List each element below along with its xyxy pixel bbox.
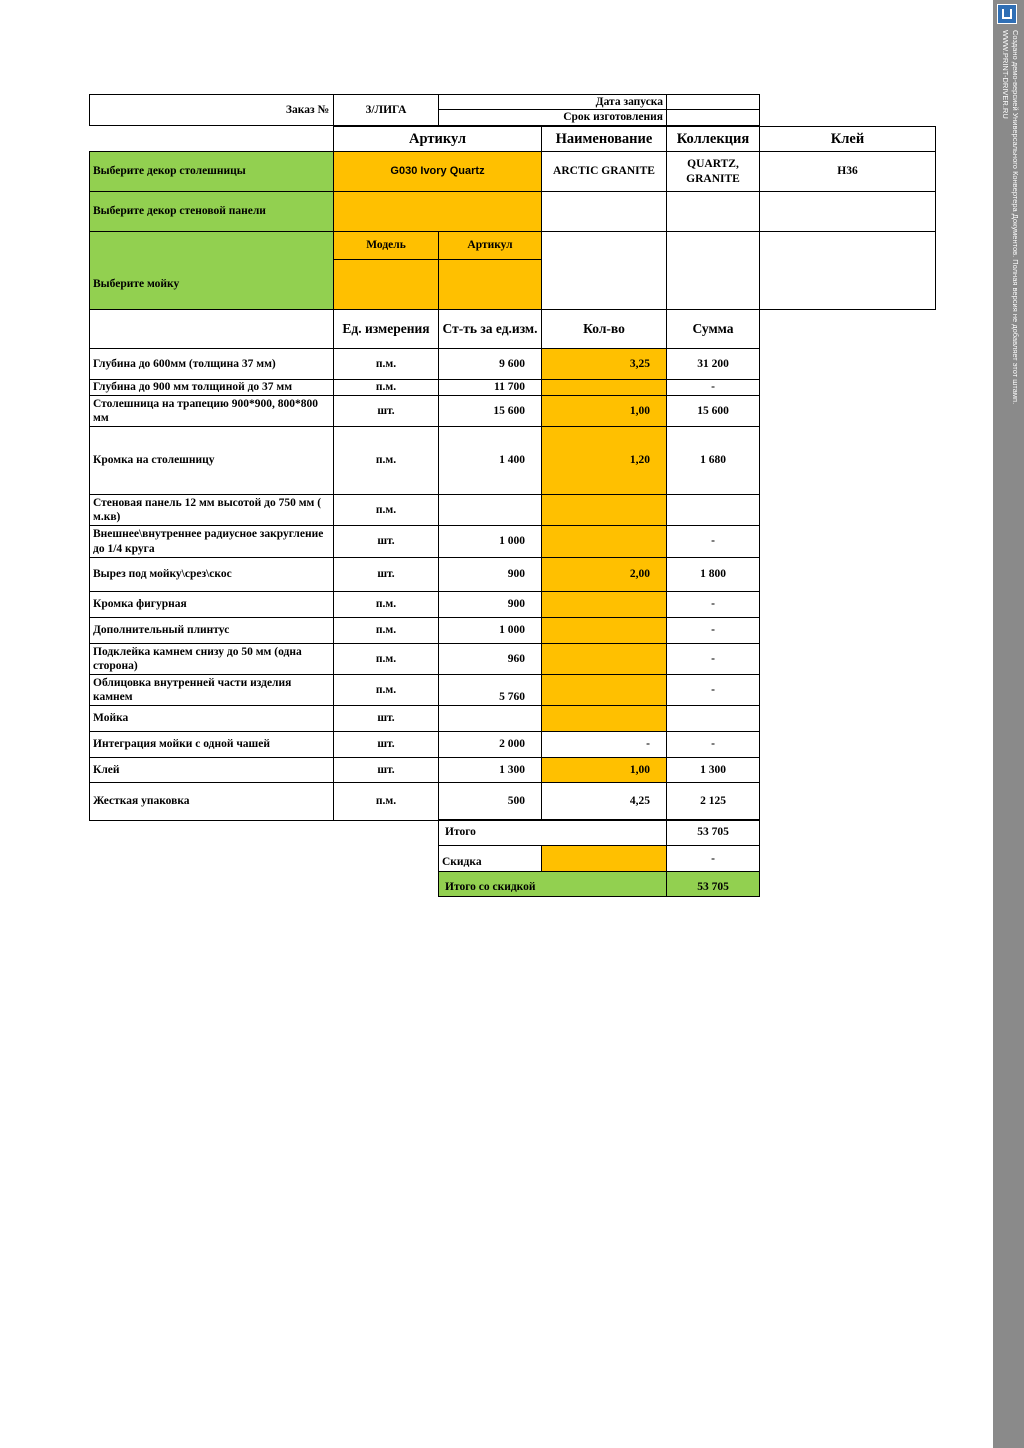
final-total-label-cell: [438, 871, 667, 897]
item-name-cell: [89, 494, 334, 526]
item-sum-cell: [666, 643, 760, 675]
countertop-article-select[interactable]: [333, 151, 542, 192]
unit-header: Ед. измерения: [333, 309, 439, 349]
item-unit: шт.: [377, 535, 395, 548]
item-unit: п.м.: [375, 454, 397, 467]
item-price: 1 000: [499, 624, 525, 637]
item-name: Глубина до 600мм (толщина 37 мм): [93, 357, 276, 370]
watermark-text: [1000, 30, 1020, 404]
item-qty-cell[interactable]: [541, 731, 667, 758]
item-unit: п.м.: [375, 683, 397, 696]
item-unit-cell: [333, 731, 439, 758]
sink-collection-cell: [666, 231, 760, 310]
item-qty-cell[interactable]: [541, 395, 667, 427]
item-qty-cell[interactable]: [541, 617, 667, 644]
item-qty-cell[interactable]: [541, 782, 667, 821]
item-qty-cell[interactable]: [541, 426, 667, 495]
item-sum-cell: [666, 731, 760, 758]
discount-input[interactable]: [541, 845, 667, 872]
item-name-cell: [89, 617, 334, 644]
discount-value-cell: [666, 845, 760, 872]
sink-name-cell: [541, 231, 667, 310]
item-sum: -: [711, 381, 715, 394]
item-qty-cell[interactable]: [541, 557, 667, 592]
launch-date-label: Дата запуска: [595, 95, 663, 108]
item-qty-cell[interactable]: [541, 705, 667, 732]
item-sum-cell: [666, 348, 760, 380]
production-term-label-cell: [438, 109, 667, 126]
item-unit: п.м.: [375, 357, 397, 370]
item-qty: 1,00: [629, 404, 650, 417]
item-price-cell: [438, 705, 542, 732]
glue-header: Клей: [759, 126, 936, 152]
item-unit-cell: [333, 494, 439, 526]
article-header: Артикул: [333, 126, 542, 152]
countertop-label: Выберите декор столешницы: [93, 165, 246, 178]
total-label-cell: [438, 819, 667, 846]
item-unit-cell: [333, 426, 439, 495]
item-unit-cell: [333, 617, 439, 644]
item-unit: п.м.: [375, 503, 397, 516]
watermark-line-1: Создано демо-версией Универсального Конвертера Документов. Полная версия не добавляет этот штамп.: [1011, 30, 1020, 405]
item-sum: 31 200: [697, 357, 729, 370]
item-sum-cell: [666, 525, 760, 558]
sink-model-header: Модель: [333, 231, 439, 260]
item-name: Глубина до 900 мм толщиной до 37 мм: [93, 381, 293, 394]
item-qty: 3,25: [629, 357, 650, 370]
discount-label-cell: [438, 845, 542, 872]
item-unit: шт.: [377, 712, 395, 725]
item-qty: 4,25: [629, 795, 650, 808]
item-name-cell: [89, 731, 334, 758]
item-price-cell: [438, 757, 542, 783]
countertop-article-value: G030 Ivory Quartz: [390, 164, 485, 177]
item-price: 1 000: [499, 535, 525, 548]
item-sum: 2 125: [700, 795, 726, 808]
item-name: Внешнее\внутреннее радиусное закругление до 1/4 круга: [93, 528, 324, 555]
item-price: 5 760: [499, 690, 525, 703]
watermark-line-2: WWW.PRINT-DRIVER.RU: [1001, 30, 1010, 119]
item-name-cell: [89, 348, 334, 380]
item-unit: шт.: [377, 568, 395, 581]
item-unit-cell: [333, 379, 439, 396]
launch-date-value-cell[interactable]: [666, 94, 760, 110]
item-sum: -: [711, 738, 715, 751]
final-total-label: Итого со скидкой: [445, 880, 536, 893]
item-qty: 1,20: [629, 454, 650, 467]
sink-label-cell: [89, 231, 334, 310]
order-label-cell: [89, 94, 334, 126]
item-name-cell: [89, 426, 334, 495]
wall-panel-article-select[interactable]: [333, 191, 542, 232]
item-name: Стеновая панель 12 мм высотой до 750 мм ( м.кв): [93, 496, 322, 523]
item-sum-cell: [666, 395, 760, 427]
total-label: Итого: [445, 826, 476, 839]
item-unit: шт.: [377, 738, 395, 751]
item-sum: -: [711, 624, 715, 637]
item-sum: 1 800: [700, 568, 726, 581]
countertop-name-cell: ARCTIC GRANITE: [541, 151, 667, 192]
item-name: Дополнительный плинтус: [93, 624, 230, 637]
wall-panel-glue-cell: [759, 191, 936, 232]
item-price-cell: [438, 395, 542, 427]
production-term-value-cell[interactable]: [666, 109, 760, 126]
item-qty-cell[interactable]: [541, 494, 667, 526]
item-price: 1 300: [499, 763, 525, 776]
item-qty-cell[interactable]: [541, 757, 667, 783]
item-sum: -: [711, 652, 715, 665]
discount-value: -: [711, 853, 715, 865]
item-price-cell: [438, 348, 542, 380]
collection-header: Коллекция: [666, 126, 760, 152]
item-sum-cell: [666, 757, 760, 783]
item-sum-cell: [666, 426, 760, 495]
item-sum: 15 600: [697, 404, 729, 417]
countertop-label-cell: [89, 151, 334, 192]
item-name: Облицовка внутренней части изделия камнем: [93, 676, 292, 703]
item-price: 2 000: [499, 738, 525, 751]
item-unit-cell: [333, 757, 439, 783]
item-unit-cell: [333, 782, 439, 821]
sink-article-select[interactable]: [438, 259, 542, 310]
item-unit-cell: [333, 525, 439, 558]
final-total-value: 53 705: [697, 880, 729, 893]
converter-logo-icon: [997, 4, 1017, 24]
final-total-value-cell: [666, 871, 760, 897]
item-unit-cell: [333, 348, 439, 380]
item-price-cell: [438, 426, 542, 495]
item-unit: п.м.: [375, 795, 397, 808]
sum-header: Сумма: [666, 309, 760, 349]
item-sum-cell: [666, 591, 760, 618]
item-unit: п.м.: [375, 598, 397, 611]
item-price-cell: [438, 557, 542, 592]
item-name-cell: [89, 525, 334, 558]
item-qty-cell[interactable]: [541, 591, 667, 618]
item-name-cell: [89, 782, 334, 821]
item-qty: -: [646, 738, 650, 751]
item-name-cell: [89, 591, 334, 618]
item-name-cell: [89, 705, 334, 732]
item-qty-cell[interactable]: [541, 525, 667, 558]
item-sum: 1 680: [700, 454, 726, 467]
wall-panel-label-cell: [89, 191, 334, 232]
sink-article-header: Артикул: [438, 231, 542, 260]
item-price-cell: [438, 525, 542, 558]
item-name: Столешница на трапецию 900*900, 800*800 мм: [93, 397, 318, 424]
item-name-cell: [89, 674, 334, 706]
item-sum: 1 300: [700, 763, 726, 776]
item-unit: шт.: [377, 763, 395, 776]
item-price-cell: [438, 731, 542, 758]
launch-date-label-cell: [438, 94, 667, 110]
qty-header: Кол-во: [541, 309, 667, 349]
item-price-cell: [438, 674, 542, 706]
sink-label: Выберите мойку: [93, 278, 180, 291]
wall-panel-name-cell: [541, 191, 667, 232]
watermark-sidebar: [993, 0, 1024, 1448]
item-price-cell: [438, 643, 542, 675]
item-name-cell: [89, 757, 334, 783]
item-unit: п.м.: [375, 652, 397, 665]
item-price: 500: [507, 795, 525, 808]
item-name: Вырез под мойку\срез\скос: [93, 568, 232, 581]
countertop-glue-cell: H36: [759, 151, 936, 192]
name-header: Наименование: [541, 126, 667, 152]
item-name-cell: [89, 395, 334, 427]
item-name-cell: [89, 379, 334, 396]
item-qty: 1,00: [629, 763, 650, 776]
item-sum-cell: [666, 782, 760, 821]
item-name: Мойка: [93, 712, 129, 725]
wall-panel-collection-cell: [666, 191, 760, 232]
item-qty: 2,00: [629, 568, 650, 581]
item-price-cell: [438, 591, 542, 618]
item-price: 9 600: [499, 357, 525, 370]
item-price: 1 400: [499, 454, 525, 467]
total-value-cell: [666, 819, 760, 846]
sink-glue-cell: [759, 231, 936, 310]
item-unit-cell: [333, 674, 439, 706]
price-header: Ст-ть за ед.изм.: [438, 309, 542, 349]
item-price: 900: [507, 568, 525, 581]
item-qty-cell[interactable]: [541, 379, 667, 396]
items-header-blank: [89, 309, 334, 349]
item-unit-cell: [333, 591, 439, 618]
item-price-cell: [438, 379, 542, 396]
item-price-cell: [438, 617, 542, 644]
item-unit-cell: [333, 705, 439, 732]
item-unit-cell: [333, 643, 439, 675]
item-name: Кромка фигурная: [93, 598, 187, 611]
item-sum: -: [711, 598, 715, 611]
item-sum: -: [711, 683, 715, 696]
item-qty-cell[interactable]: [541, 674, 667, 706]
item-sum-cell: [666, 494, 760, 526]
item-qty-cell[interactable]: [541, 643, 667, 675]
item-sum-cell: [666, 674, 760, 706]
item-price-cell: [438, 782, 542, 821]
discount-label: Скидка: [442, 855, 482, 868]
item-name: Кромка на столешницу: [93, 454, 215, 467]
item-sum: -: [711, 535, 715, 548]
item-qty-cell[interactable]: [541, 348, 667, 380]
item-price: 15 600: [493, 404, 525, 417]
item-sum-cell: [666, 617, 760, 644]
item-price-cell: [438, 494, 542, 526]
item-name: Клей: [93, 763, 120, 776]
countertop-collection-cell: QUARTZ, GRANITE: [666, 151, 760, 192]
item-name: Подклейка камнем снизу до 50 мм (одна сторона): [93, 645, 302, 672]
order-number-cell: [333, 94, 439, 126]
item-price: 960: [507, 652, 525, 665]
item-name: Жесткая упаковка: [93, 795, 190, 808]
item-unit: п.м.: [375, 381, 397, 394]
item-unit: шт.: [377, 404, 395, 417]
item-unit-cell: [333, 557, 439, 592]
wall-panel-label: Выберите декор стеновой панели: [93, 205, 266, 218]
total-value: 53 705: [697, 826, 729, 839]
sink-model-select[interactable]: [333, 259, 439, 310]
item-sum-cell: [666, 379, 760, 396]
item-name: Интеграция мойки с одной чашей: [93, 738, 270, 751]
item-name-cell: [89, 557, 334, 592]
item-sum-cell: [666, 557, 760, 592]
item-price: 11 700: [494, 381, 525, 394]
production-term-label: Срок изготовления: [563, 111, 663, 124]
item-price: 900: [507, 598, 525, 611]
item-sum-cell: [666, 705, 760, 732]
item-name-cell: [89, 643, 334, 675]
item-unit: п.м.: [375, 624, 397, 637]
order-label: Заказ №: [285, 103, 329, 116]
order-number: 3/ЛИГА: [365, 103, 407, 116]
item-unit-cell: [333, 395, 439, 427]
